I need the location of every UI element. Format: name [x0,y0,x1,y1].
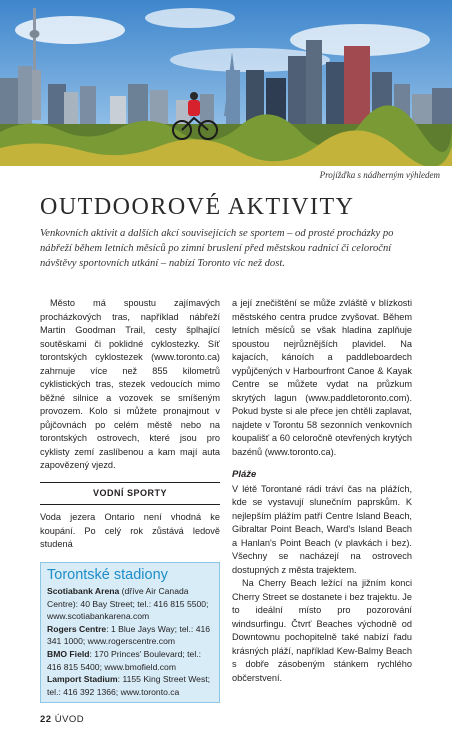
stadium-details: : 1 Blue Jays Way; tel.: 416 341 1000; www.rogerscentre.com [47,623,211,647]
page-footer [40,714,84,725]
paragraph: a její znečištění se může zvláště v blízkosti městského centra prudce zvyšovat. Během letních měsíců se však hladina zaplňuje spoustou nejrůznějších plavidel. Na kajacích, kánoích a paddleboardech vypůjčených v Harbourfront Canoe & Kayak Centre se můžete vydat na průzkum skrytých lagun (www.paddletoronto.com). Pokud byste si ale přece jen chtěli zaplavat, najdete v Torontu 58 sezonních venkovních koupališť a 60 celoročně otevřených krytých bazénů (www.toronto.ca). [232,298,412,457]
paragraph: V létě Torontané rádi tráví čas na plážích, kde se vystavují slunečním paprskům. K nejlepším plážím patří Centre Island Beach, Gibraltar Point Beach, Ward's Island Beach a Hanlan's Point Beach (v plavkách i bez). Všechny se nacházejí na ostrovech dostupných z města trajektem. [232,483,412,575]
intro-paragraph: Venkovních aktivit a dalších akcí souvisejících se sportem – od prosté procházky po nábřeží během letních měsíců po zimní bruslení před městskou radnicí či celoroční návštěvy sportovních utkání – nabízí Toronto víc než dost. [40,228,394,269]
stadium-entry [47,585,213,623]
section-heading-water-sports: VODNÍ SPORTY [40,482,220,506]
subheading-beaches: Pláže [232,469,257,480]
stadium-name: Lamport Stadium [47,674,118,685]
page-title: OUTDOOROVÉ AKTIVITY [40,194,355,220]
stadium-details: (dříve Air Canada Centre): 40 Bay Street; tel.: 416 815 5500; www.scotiabankarena.com [47,586,209,622]
page-number: 22 [40,714,52,725]
skyline-illustration [0,0,452,166]
stadium-details: : 170 Princes' Boulevard; tel.: 416 815 5400; www.bmofield.com [47,648,202,672]
paragraph: Na Cherry Beach ležící na jižním konci Cherry Street se dostanete i bez trajektu. Je to ideální místo pro pozorování windsurfingu. Čtvrť Beaches východně od Downtownu pochopitelně také nabízí řadu krásných pláží, například Kew-Balmy Beach s dobře zásobeným stánkem rychlého občerstvení. [232,578,412,683]
photo-caption: Projížďka s nádherným výhledem [319,170,440,180]
stadium-name: Scotiabank Arena [47,586,120,596]
stadium-entry [47,673,213,698]
footer-section: ÚVOD [54,714,85,725]
stadium-entry [47,648,213,673]
stadium-details: : 1155 King Street West; tel.: 416 392 1366; www.toronto.ca [47,674,211,697]
stadiums-box [40,562,220,704]
paragraph: Město má spoustu zajímavých procházkových tras, například nábřeží Martin Goodman Trail, cesty šplhající soutěskami či poklidné cyklostezky. Síť torontských cyklostezek (www.toronto.ca) zahrnuje více než 855 kilometrů cyklistických tras, stezek vedoucích mimo běžné silnice a vozovek se smíšeným provozem. Kolo si můžete pronajmout v půjčovnách po celém městě nebo na torontských ostrovech, které jsou pro cyklisty zemí zaslíbenou a kam mají auta zapovězený vjezd. [40,298,220,470]
left-column [40,297,220,703]
paragraph: Voda jezera Ontario není vhodná ke koupání. Po celý rok zůstává ledově studená [40,512,220,549]
stadium-name: Rogers Centre [47,623,107,634]
right-column [232,297,412,685]
stadiums-heading: Torontské stadiony [47,566,168,583]
stadium-name: BMO Field [47,648,90,659]
stadium-entry [47,623,213,648]
toronto-skyline-photo [0,0,452,166]
